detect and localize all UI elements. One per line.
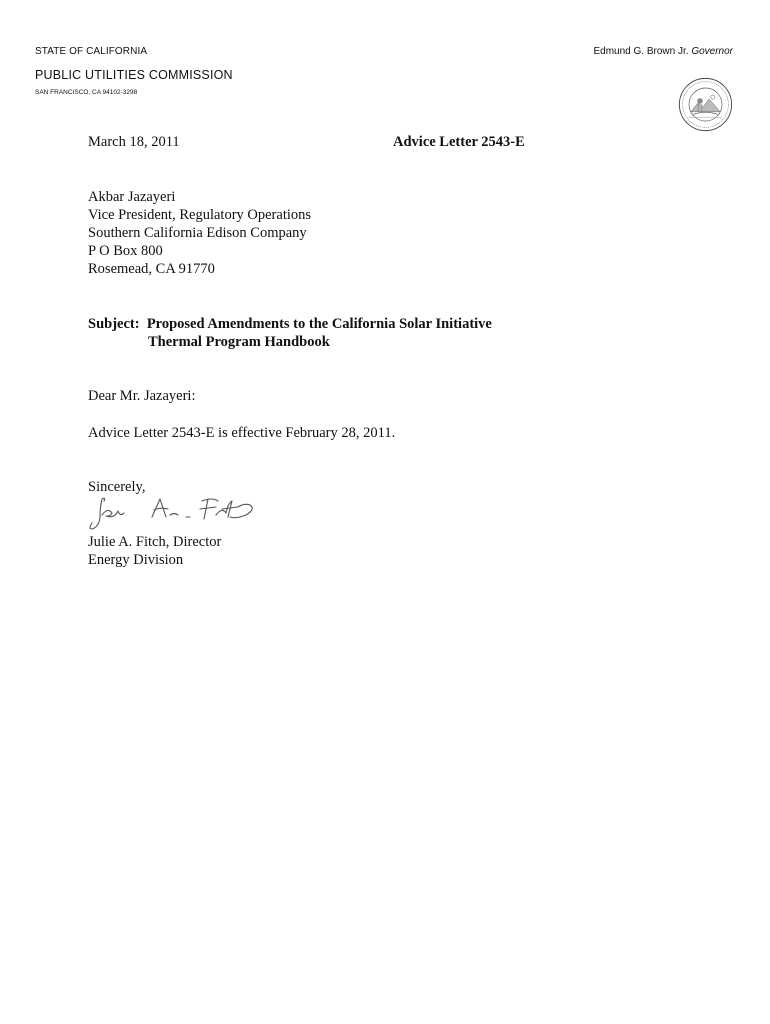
salutation: Dear Mr. Jazayeri:: [88, 388, 196, 404]
closing: Sincerely,: [88, 479, 146, 495]
handwritten-signature: [86, 493, 286, 533]
advice-letter-number: Advice Letter 2543-E: [393, 134, 525, 150]
subject-block: [88, 315, 492, 351]
subject-line-1: [88, 315, 492, 333]
recipient-city: Rosemead, CA 91770: [88, 261, 215, 277]
subject-text-2: Thermal Program Handbook: [148, 334, 330, 350]
state-name: STATE OF CALIFORNIA: [35, 46, 148, 57]
agency-address: SAN FRANCISCO, CA 94102-3298: [35, 89, 138, 96]
recipient-title: Vice President, Regulatory Operations: [88, 207, 312, 223]
letter-date: March 18, 2011: [88, 134, 180, 150]
governor-name: Edmund G. Brown Jr.: [593, 46, 689, 57]
signer-block: [88, 533, 221, 569]
recipient-address: [88, 188, 311, 278]
governor-line: [593, 46, 733, 57]
recipient-name: Akbar Jazayeri: [88, 189, 176, 205]
recipient-po-box: P O Box 800: [88, 243, 163, 259]
state-seal-icon: [678, 77, 733, 132]
subject-text-1: Proposed Amendments to the California Solar Initiative: [146, 316, 492, 332]
signer-name: Julie A. Fitch, Director: [88, 534, 222, 550]
agency-name: PUBLIC UTILITIES COMMISSION: [35, 68, 233, 82]
subject-label: Subject:: [88, 316, 140, 332]
recipient-company: Southern California Edison Company: [88, 225, 307, 241]
subject-line-2: [88, 333, 492, 351]
signer-division: Energy Division: [88, 552, 184, 568]
letter-body: Advice Letter 2543-E is effective February 28, 2011.: [88, 425, 396, 441]
governor-title: Governor: [691, 46, 733, 57]
